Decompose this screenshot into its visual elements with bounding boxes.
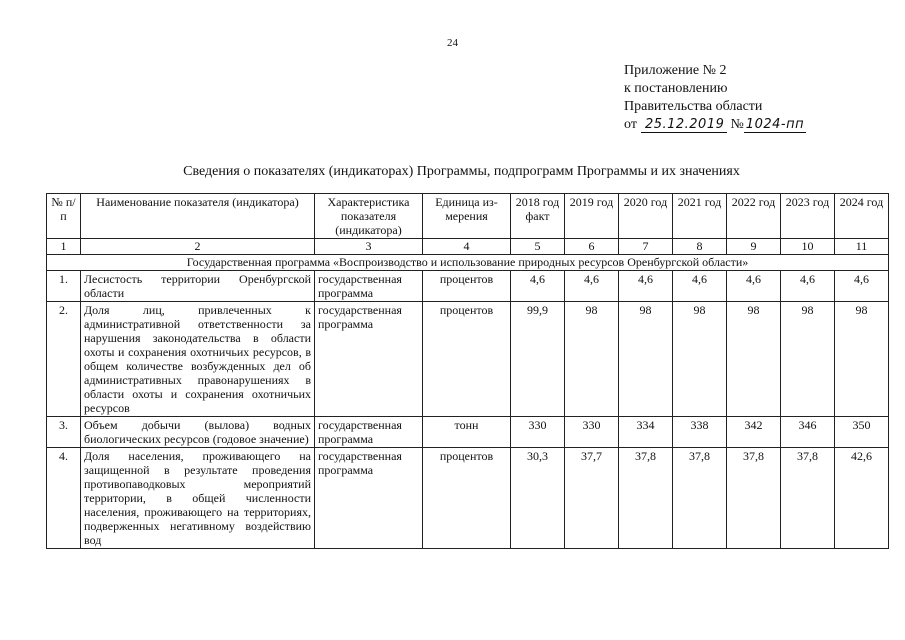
- header-idx: № п/п: [47, 194, 81, 239]
- value-2021: 98: [673, 302, 727, 417]
- value-2024: 4,6: [835, 271, 889, 302]
- appendix-line-3: Правительства области: [624, 99, 763, 114]
- header-2019: 2019 год: [565, 194, 619, 239]
- header-2023: 2023 год: [781, 194, 835, 239]
- table-row: [47, 417, 889, 448]
- column-number: 11: [835, 239, 889, 255]
- column-number: 5: [511, 239, 565, 255]
- value-2020: 334: [619, 417, 673, 448]
- row-index: 1.: [47, 271, 81, 302]
- value-2023: 37,8: [781, 448, 835, 549]
- value-2019: 37,7: [565, 448, 619, 549]
- value-2018: 99,9: [511, 302, 565, 417]
- document-title: Сведения о показателях (индикаторах) Программы, подпрограмм Программы и их значениях: [183, 164, 740, 179]
- value-2024: 42,6: [835, 448, 889, 549]
- row-index: 4.: [47, 448, 81, 549]
- column-number: 2: [81, 239, 315, 255]
- header-2024: 2024 год: [835, 194, 889, 239]
- column-number: 7: [619, 239, 673, 255]
- value-2023: 98: [781, 302, 835, 417]
- row-index: 2.: [47, 302, 81, 417]
- table-row: [47, 448, 889, 549]
- value-2020: 98: [619, 302, 673, 417]
- indicator-name: Лесистость территории Оренбургской области: [81, 271, 315, 302]
- appendix-block: [624, 62, 806, 134]
- indicator-name: Доля лиц, привлеченных к административной ответственности за нарушения законодательства в области охоты и сохранения охотничьих ресурсов, в общем количестве возбужденных дел об административных правонарушениях в области охоты и сохранения охотничьих ресурсов: [81, 302, 315, 417]
- value-2023: 346: [781, 417, 835, 448]
- page-number: 24: [447, 37, 458, 49]
- value-2021: 4,6: [673, 271, 727, 302]
- section-title: Государственная программа «Воспроизводство и использование природных ресурсов Оренбургской области»: [47, 255, 889, 271]
- value-2022: 342: [727, 417, 781, 448]
- value-2022: 98: [727, 302, 781, 417]
- column-number: 10: [781, 239, 835, 255]
- indicator-unit: тонн: [423, 417, 511, 448]
- column-number: 4: [423, 239, 511, 255]
- indicator-unit: процентов: [423, 271, 511, 302]
- indicator-unit: процентов: [423, 302, 511, 417]
- indicator-unit: процентов: [423, 448, 511, 549]
- header-characteristic: Характеристика показателя (индикатора): [315, 194, 423, 239]
- handwritten-number: 1024-пп: [745, 117, 805, 132]
- header-name: Наименование показателя (индикатора): [81, 194, 315, 239]
- header-2018: 2018 год факт: [511, 194, 565, 239]
- header-2022: 2022 год: [727, 194, 781, 239]
- value-2019: 4,6: [565, 271, 619, 302]
- appendix-line-2: к постановлению: [624, 81, 728, 96]
- indicators-table: [46, 193, 889, 549]
- column-number: 6: [565, 239, 619, 255]
- indicator-name: Объем добычи (вылова) водных биологических ресурсов (годовое значение): [81, 417, 315, 448]
- value-2024: 98: [835, 302, 889, 417]
- header-2020: 2020 год: [619, 194, 673, 239]
- column-number: 8: [673, 239, 727, 255]
- value-2024: 350: [835, 417, 889, 448]
- table-row: [47, 302, 889, 417]
- table-row: [47, 271, 889, 302]
- row-index: 3.: [47, 417, 81, 448]
- handwritten-date: 25.12.2019: [641, 118, 727, 133]
- header-row: [47, 194, 889, 239]
- indicator-characteristic: государственная программа: [315, 417, 423, 448]
- value-2018: 330: [511, 417, 565, 448]
- indicator-name: Доля населения, проживающего на защищенной в результате проведения противопаводковых мероприятий территории, в общей численности населения, проживающего на территориях, подверженных негативному воздействию вод: [81, 448, 315, 549]
- indicator-characteristic: государственная программа: [315, 271, 423, 302]
- value-2020: 37,8: [619, 448, 673, 549]
- number-prefix: №: [730, 117, 744, 132]
- indicator-characteristic: государственная программа: [315, 448, 423, 549]
- section-row: [47, 255, 889, 271]
- header-unit: Единица из-мерения: [423, 194, 511, 239]
- value-2023: 4,6: [781, 271, 835, 302]
- appendix-date-line: [624, 116, 806, 134]
- appendix-line-1: Приложение № 2: [624, 63, 727, 78]
- value-2020: 4,6: [619, 271, 673, 302]
- column-number: 9: [727, 239, 781, 255]
- column-number: 3: [315, 239, 423, 255]
- value-2022: 4,6: [727, 271, 781, 302]
- header-2021: 2021 год: [673, 194, 727, 239]
- value-2021: 338: [673, 417, 727, 448]
- column-number: 1: [47, 239, 81, 255]
- value-2018: 30,3: [511, 448, 565, 549]
- indicator-characteristic: государственная программа: [315, 302, 423, 417]
- value-2018: 4,6: [511, 271, 565, 302]
- column-number-row: [47, 239, 889, 255]
- value-2019: 98: [565, 302, 619, 417]
- date-prefix: от: [624, 117, 637, 132]
- value-2022: 37,8: [727, 448, 781, 549]
- value-2019: 330: [565, 417, 619, 448]
- value-2021: 37,8: [673, 448, 727, 549]
